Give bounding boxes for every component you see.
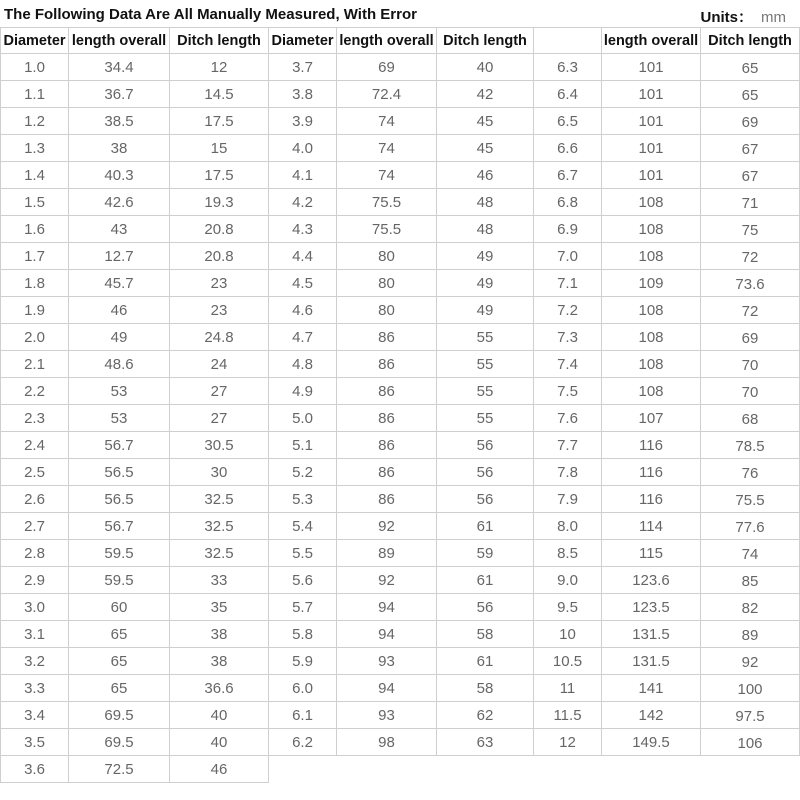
table-cell: 55 — [437, 405, 534, 432]
table-cell: 75 — [701, 216, 800, 243]
table-cell: 4.6 — [269, 297, 337, 324]
table-cell: 24.8 — [170, 324, 269, 351]
table-cell: 80 — [337, 297, 437, 324]
table-cell: 3.9 — [269, 108, 337, 135]
table-cell: 55 — [437, 324, 534, 351]
table-cell: 5.4 — [269, 513, 337, 540]
table-cell: 7.8 — [534, 459, 602, 486]
table-cell: 75.5 — [337, 189, 437, 216]
table-cell: 75.5 — [337, 216, 437, 243]
table-row — [1, 270, 800, 297]
table-cell: 58 — [437, 675, 534, 702]
table-cell: 3.8 — [269, 81, 337, 108]
table-cell: 69 — [701, 108, 800, 135]
table-row — [1, 108, 800, 135]
table-cell: 75.5 — [701, 486, 800, 513]
table-cell: 46 — [170, 756, 269, 783]
table-cell: 40 — [170, 702, 269, 729]
empty-cell — [269, 756, 337, 783]
table-cell: 108 — [602, 297, 701, 324]
table-cell: 61 — [437, 648, 534, 675]
table-cell: 2.1 — [1, 351, 69, 378]
table-cell: 101 — [602, 108, 701, 135]
table-cell: 58 — [437, 621, 534, 648]
table-cell: 30.5 — [170, 432, 269, 459]
table-cell: 89 — [701, 621, 800, 648]
table-cell: 7.0 — [534, 243, 602, 270]
table-cell: 9.5 — [534, 594, 602, 621]
units-value: mm — [761, 9, 786, 26]
table-cell: 34.4 — [69, 54, 170, 81]
table-cell: 56.5 — [69, 486, 170, 513]
table-cell: 6.4 — [534, 81, 602, 108]
table-cell: 56.5 — [69, 459, 170, 486]
table-cell: 92 — [701, 648, 800, 675]
table-cell: 4.3 — [269, 216, 337, 243]
table-row — [1, 621, 800, 648]
table-cell: 23 — [170, 297, 269, 324]
table-cell: 53 — [69, 405, 170, 432]
table-cell: 7.3 — [534, 324, 602, 351]
table-cell: 46 — [437, 162, 534, 189]
table-cell: 78.5 — [701, 432, 800, 459]
table-cell: 71 — [701, 189, 800, 216]
table-cell: 45 — [437, 108, 534, 135]
table-cell: 69.5 — [69, 702, 170, 729]
table-row — [1, 756, 800, 783]
table-cell: 1.9 — [1, 297, 69, 324]
table-cell: 68 — [701, 405, 800, 432]
table-cell: 10.5 — [534, 648, 602, 675]
table-cell: 59.5 — [69, 540, 170, 567]
table-cell: 5.1 — [269, 432, 337, 459]
table-cell: 65 — [69, 648, 170, 675]
table-cell: 32.5 — [170, 486, 269, 513]
table-row — [1, 567, 800, 594]
table-row — [1, 594, 800, 621]
table-cell: 72.5 — [69, 756, 170, 783]
table-cell: 1.2 — [1, 108, 69, 135]
table-cell: 19.3 — [170, 189, 269, 216]
table-cell: 48 — [437, 189, 534, 216]
table-cell: 56 — [437, 594, 534, 621]
table-cell: 40.3 — [69, 162, 170, 189]
table-cell: 2.7 — [1, 513, 69, 540]
table-cell: 65 — [701, 81, 800, 108]
table-cell: 4.1 — [269, 162, 337, 189]
table-cell: 108 — [602, 351, 701, 378]
table-cell: 49 — [69, 324, 170, 351]
table-cell: 86 — [337, 486, 437, 513]
table-cell: 3.3 — [1, 675, 69, 702]
table-cell: 86 — [337, 324, 437, 351]
table-cell: 65 — [69, 675, 170, 702]
table-cell: 11.5 — [534, 702, 602, 729]
table-cell: 60 — [69, 594, 170, 621]
table-cell: 3.0 — [1, 594, 69, 621]
header-row — [1, 28, 800, 54]
table-cell: 123.6 — [602, 567, 701, 594]
table-cell: 56.7 — [69, 432, 170, 459]
table-cell: 40 — [437, 54, 534, 81]
table-cell: 85 — [701, 567, 800, 594]
table-cell: 1.7 — [1, 243, 69, 270]
table-row — [1, 189, 800, 216]
table-cell: 6.7 — [534, 162, 602, 189]
table-cell: 38.5 — [69, 108, 170, 135]
table-cell: 3.1 — [1, 621, 69, 648]
table-cell: 1.1 — [1, 81, 69, 108]
table-cell: 107 — [602, 405, 701, 432]
table-cell: 3.5 — [1, 729, 69, 756]
table-cell: 56 — [437, 432, 534, 459]
empty-cell — [602, 756, 701, 783]
table-cell: 65 — [69, 621, 170, 648]
empty-cell — [337, 756, 437, 783]
page-title: The Following Data Are All Manually Measured, With Error — [4, 6, 417, 23]
table-cell: 72.4 — [337, 81, 437, 108]
table-cell: 2.2 — [1, 378, 69, 405]
table-cell: 93 — [337, 702, 437, 729]
table-cell: 48.6 — [69, 351, 170, 378]
table-row — [1, 486, 800, 513]
table-cell: 93 — [337, 648, 437, 675]
table-cell: 3.4 — [1, 702, 69, 729]
table-cell: 43 — [69, 216, 170, 243]
table-cell: 8.0 — [534, 513, 602, 540]
table-row — [1, 81, 800, 108]
table-cell: 7.9 — [534, 486, 602, 513]
table-cell: 24 — [170, 351, 269, 378]
column-header: length overall — [69, 28, 170, 54]
table-cell: 101 — [602, 54, 701, 81]
table-cell: 106 — [701, 729, 800, 756]
table-cell: 86 — [337, 432, 437, 459]
table-cell: 108 — [602, 378, 701, 405]
table-cell: 2.9 — [1, 567, 69, 594]
table-cell: 115 — [602, 540, 701, 567]
table-cell: 2.5 — [1, 459, 69, 486]
table-cell: 2.6 — [1, 486, 69, 513]
table-cell: 6.8 — [534, 189, 602, 216]
table-cell: 7.7 — [534, 432, 602, 459]
table-cell: 40 — [170, 729, 269, 756]
table-cell: 94 — [337, 621, 437, 648]
table-cell: 86 — [337, 459, 437, 486]
table-cell: 6.2 — [269, 729, 337, 756]
table-cell: 7.4 — [534, 351, 602, 378]
table-cell: 1.8 — [1, 270, 69, 297]
table-cell: 67 — [701, 135, 800, 162]
table-cell: 36.7 — [69, 81, 170, 108]
table-cell: 17.5 — [170, 162, 269, 189]
table-row — [1, 675, 800, 702]
table-cell: 131.5 — [602, 621, 701, 648]
table-cell: 56.7 — [69, 513, 170, 540]
table-cell: 92 — [337, 567, 437, 594]
table-cell: 53 — [69, 378, 170, 405]
table-cell: 108 — [602, 324, 701, 351]
measurement-table — [0, 27, 800, 783]
column-header: Diameter — [269, 28, 337, 54]
empty-cell — [534, 756, 602, 783]
table-cell: 108 — [602, 243, 701, 270]
table-row — [1, 702, 800, 729]
table-cell: 89 — [337, 540, 437, 567]
table-cell: 8.5 — [534, 540, 602, 567]
table-cell: 101 — [602, 162, 701, 189]
table-cell: 69 — [701, 324, 800, 351]
table-cell: 108 — [602, 189, 701, 216]
table-cell: 5.9 — [269, 648, 337, 675]
table-cell: 38 — [170, 621, 269, 648]
table-cell: 1.3 — [1, 135, 69, 162]
table-cell: 6.5 — [534, 108, 602, 135]
table-cell: 20.8 — [170, 243, 269, 270]
table-cell: 17.5 — [170, 108, 269, 135]
empty-cell — [701, 756, 800, 783]
table-cell: 4.8 — [269, 351, 337, 378]
table-cell: 12 — [534, 729, 602, 756]
table-row — [1, 459, 800, 486]
table-row — [1, 540, 800, 567]
table-cell: 92 — [337, 513, 437, 540]
column-header: length overall — [337, 28, 437, 54]
table-cell: 4.0 — [269, 135, 337, 162]
table-cell: 70 — [701, 378, 800, 405]
column-header: Ditch length — [170, 28, 269, 54]
table-cell: 108 — [602, 216, 701, 243]
table-cell: 2.8 — [1, 540, 69, 567]
table-cell: 23 — [170, 270, 269, 297]
table-row — [1, 513, 800, 540]
table-cell: 20.8 — [170, 216, 269, 243]
table-cell: 5.0 — [269, 405, 337, 432]
table-row — [1, 648, 800, 675]
table-cell: 4.4 — [269, 243, 337, 270]
table-cell: 6.0 — [269, 675, 337, 702]
table-cell: 3.7 — [269, 54, 337, 81]
table-cell: 1.5 — [1, 189, 69, 216]
table-cell: 61 — [437, 513, 534, 540]
table-cell: 9.0 — [534, 567, 602, 594]
table-cell: 94 — [337, 594, 437, 621]
table-row — [1, 351, 800, 378]
table-cell: 6.1 — [269, 702, 337, 729]
table-cell: 62 — [437, 702, 534, 729]
table-cell: 30 — [170, 459, 269, 486]
table-cell: 5.3 — [269, 486, 337, 513]
table-cell: 6.9 — [534, 216, 602, 243]
table-cell: 1.0 — [1, 54, 69, 81]
table-cell: 5.7 — [269, 594, 337, 621]
table-row — [1, 378, 800, 405]
table-cell: 101 — [602, 81, 701, 108]
table-cell: 72 — [701, 243, 800, 270]
table-cell: 7.5 — [534, 378, 602, 405]
table-cell: 65 — [701, 54, 800, 81]
table-cell: 74 — [701, 540, 800, 567]
table-cell: 74 — [337, 108, 437, 135]
table-cell: 35 — [170, 594, 269, 621]
table-cell: 6.6 — [534, 135, 602, 162]
table-row — [1, 243, 800, 270]
column-header: Ditch length — [701, 28, 800, 54]
table-cell: 4.9 — [269, 378, 337, 405]
table-row — [1, 432, 800, 459]
table-cell: 55 — [437, 378, 534, 405]
table-cell: 72 — [701, 297, 800, 324]
table-cell: 42 — [437, 81, 534, 108]
table-cell: 109 — [602, 270, 701, 297]
table-cell: 141 — [602, 675, 701, 702]
table-row — [1, 216, 800, 243]
table-cell: 149.5 — [602, 729, 701, 756]
table-cell: 10 — [534, 621, 602, 648]
table-cell: 46 — [69, 297, 170, 324]
table-cell: 123.5 — [602, 594, 701, 621]
table-cell: 6.3 — [534, 54, 602, 81]
column-header: Diameter — [1, 28, 69, 54]
table-cell: 48 — [437, 216, 534, 243]
table-cell: 3.6 — [1, 756, 69, 783]
table-cell: 7.2 — [534, 297, 602, 324]
table-cell: 69 — [337, 54, 437, 81]
table-cell: 116 — [602, 486, 701, 513]
table-cell: 32.5 — [170, 513, 269, 540]
table-cell: 86 — [337, 405, 437, 432]
table-row — [1, 162, 800, 189]
table-cell: 98 — [337, 729, 437, 756]
table-row — [1, 54, 800, 81]
table-cell: 49 — [437, 243, 534, 270]
table-cell: 33 — [170, 567, 269, 594]
table-cell: 61 — [437, 567, 534, 594]
table-cell: 2.0 — [1, 324, 69, 351]
table-cell: 38 — [170, 648, 269, 675]
table-cell: 76 — [701, 459, 800, 486]
table-cell: 14.5 — [170, 81, 269, 108]
table-cell: 94 — [337, 675, 437, 702]
table-cell: 100 — [701, 675, 800, 702]
table-cell: 82 — [701, 594, 800, 621]
table-cell: 80 — [337, 243, 437, 270]
table-cell: 101 — [602, 135, 701, 162]
table-cell: 5.6 — [269, 567, 337, 594]
table-cell: 74 — [337, 135, 437, 162]
table-cell: 86 — [337, 351, 437, 378]
table-cell: 45.7 — [69, 270, 170, 297]
column-header: length overall — [602, 28, 701, 54]
table-row — [1, 729, 800, 756]
empty-cell — [437, 756, 534, 783]
table-cell: 131.5 — [602, 648, 701, 675]
table-cell: 55 — [437, 351, 534, 378]
table-cell: 7.1 — [534, 270, 602, 297]
table-cell: 56 — [437, 486, 534, 513]
table-cell: 5.5 — [269, 540, 337, 567]
table-row — [1, 324, 800, 351]
table-cell: 67 — [701, 162, 800, 189]
table-cell: 32.5 — [170, 540, 269, 567]
table-cell: 56 — [437, 459, 534, 486]
table-cell: 3.2 — [1, 648, 69, 675]
table-cell: 73.6 — [701, 270, 800, 297]
table-cell: 116 — [602, 432, 701, 459]
units-indicator — [700, 6, 786, 27]
table-cell: 80 — [337, 270, 437, 297]
table-cell: 4.5 — [269, 270, 337, 297]
units-label: Units： — [700, 9, 753, 26]
table-row — [1, 135, 800, 162]
table-cell: 4.2 — [269, 189, 337, 216]
table-cell: 11 — [534, 675, 602, 702]
table-cell: 116 — [602, 459, 701, 486]
column-header: Ditch length — [437, 28, 534, 54]
table-row — [1, 297, 800, 324]
table-cell: 1.4 — [1, 162, 69, 189]
table-cell: 2.4 — [1, 432, 69, 459]
table-cell: 38 — [69, 135, 170, 162]
table-cell: 12 — [170, 54, 269, 81]
table-cell: 49 — [437, 297, 534, 324]
table-cell: 59.5 — [69, 567, 170, 594]
table-cell: 69.5 — [69, 729, 170, 756]
table-cell: 27 — [170, 405, 269, 432]
table-cell: 27 — [170, 378, 269, 405]
table-cell: 63 — [437, 729, 534, 756]
table-cell: 5.2 — [269, 459, 337, 486]
table-cell: 42.6 — [69, 189, 170, 216]
table-cell: 45 — [437, 135, 534, 162]
table-cell: 49 — [437, 270, 534, 297]
table-cell: 86 — [337, 378, 437, 405]
table-cell: 1.6 — [1, 216, 69, 243]
table-row — [1, 405, 800, 432]
table-cell: 74 — [337, 162, 437, 189]
table-cell: 36.6 — [170, 675, 269, 702]
table-cell: 97.5 — [701, 702, 800, 729]
table-cell: 77.6 — [701, 513, 800, 540]
table-cell: 2.3 — [1, 405, 69, 432]
table-cell: 4.7 — [269, 324, 337, 351]
table-cell: 142 — [602, 702, 701, 729]
table-cell: 59 — [437, 540, 534, 567]
table-cell: 15 — [170, 135, 269, 162]
column-header — [534, 28, 602, 54]
table-cell: 114 — [602, 513, 701, 540]
table-cell: 7.6 — [534, 405, 602, 432]
table-cell: 12.7 — [69, 243, 170, 270]
table-cell: 70 — [701, 351, 800, 378]
table-cell: 5.8 — [269, 621, 337, 648]
